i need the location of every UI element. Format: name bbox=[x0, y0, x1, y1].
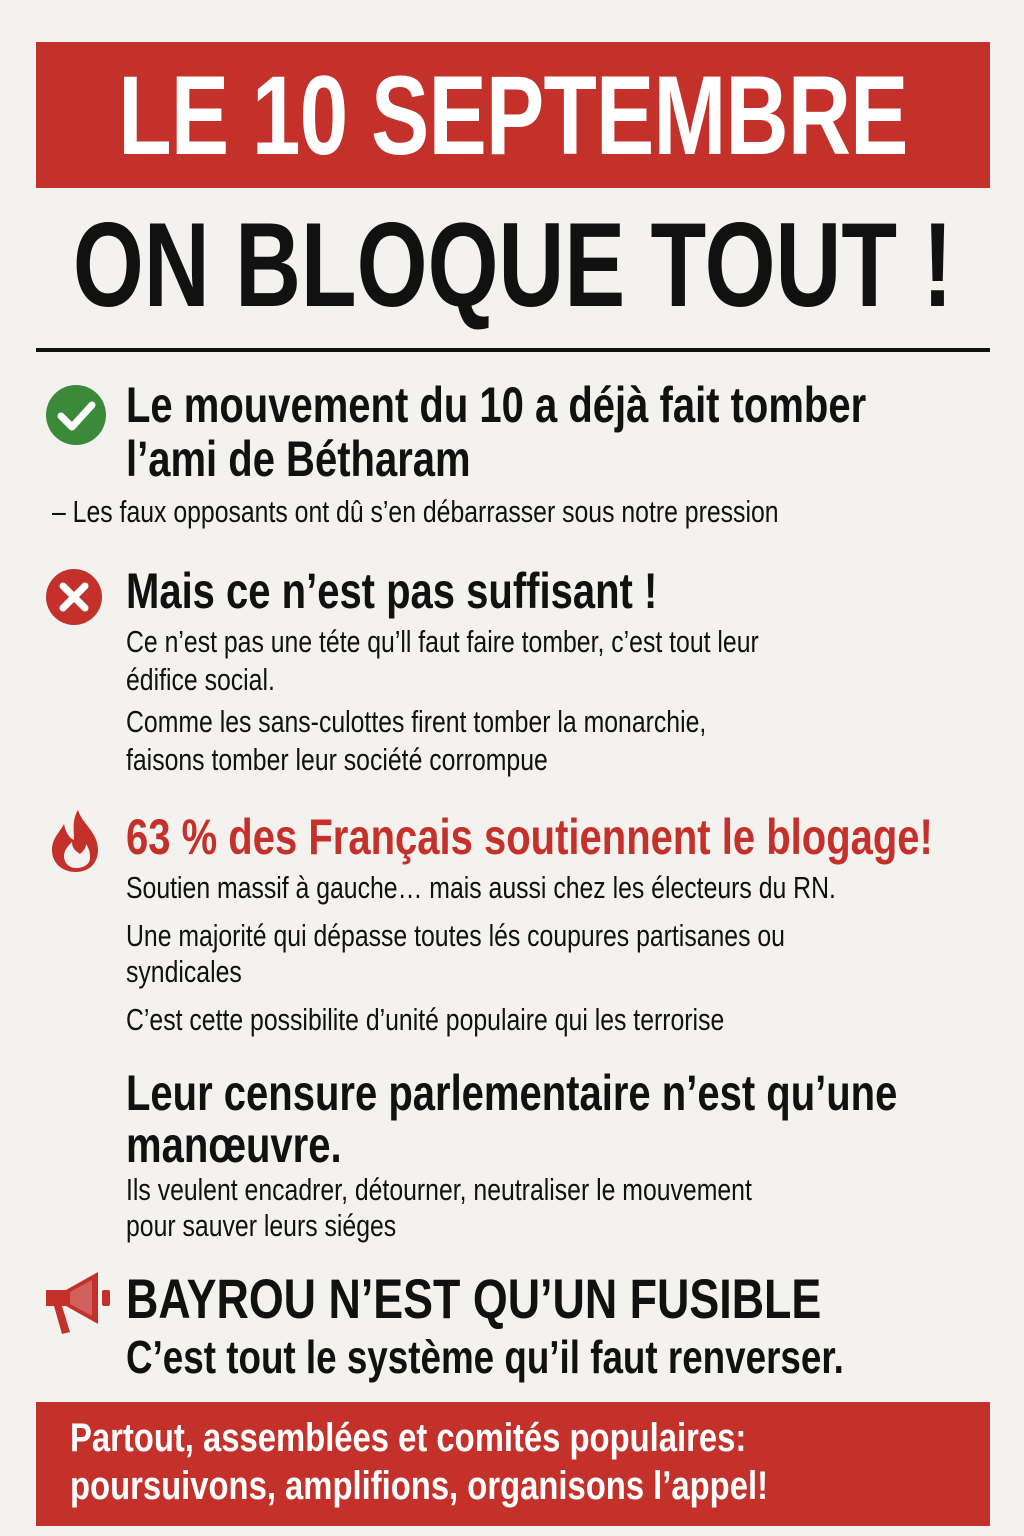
page-subtitle: ON BLOQUE TOUT ! bbox=[73, 198, 953, 332]
section3-body-line4: C’est cette possibilite d’unité populaire qui les terrorise bbox=[126, 1002, 725, 1037]
section5-heading: BAYROU N’EST QU’UN FUSIBLE bbox=[126, 1267, 822, 1330]
section1-heading-line1: Le mouvement du 10 a déjà fait tomber bbox=[126, 377, 867, 433]
section3-body-line2: Une majorité qui dépasse toutes lés coupures partisanes ou bbox=[126, 918, 785, 953]
title-banner bbox=[36, 42, 990, 188]
footer-line2: poursuivons, amplifions, organisons l’appel! bbox=[70, 1464, 768, 1508]
flame-icon bbox=[48, 808, 104, 874]
section4-heading-line2: manœuvre. bbox=[126, 1117, 342, 1173]
section3-heading: 63 % des Français soutiennent le blogage! bbox=[126, 809, 933, 865]
section3-body-line3: syndicales bbox=[126, 954, 242, 989]
section2-body-line3: Comme les sans-culottes firent tomber la monarchie, bbox=[126, 704, 707, 739]
section2-body-line2: édifice social. bbox=[126, 662, 275, 697]
footer-line1: Partout, assemblées et comités populaires: bbox=[70, 1416, 747, 1460]
section3-body-line1: Soutien massif à gauche… mais aussi chez les électeurs du RN. bbox=[126, 870, 836, 905]
section4-body-line1: Ils veulent encadrer, détourner, neutraliser le mouvement bbox=[126, 1172, 752, 1207]
section2-heading: Mais ce n’est pas suffisant ! bbox=[126, 563, 658, 619]
section4-heading-line1: Leur censure parlementaire n’est qu’une bbox=[126, 1065, 898, 1121]
megaphone-icon bbox=[40, 1268, 112, 1338]
divider bbox=[36, 348, 990, 352]
check-circle-icon bbox=[45, 384, 107, 446]
page-title: LE 10 SEPTEMBRE bbox=[118, 52, 908, 178]
footer-banner bbox=[36, 1402, 990, 1526]
section1-heading-line2: l’ami de Bétharam bbox=[126, 431, 471, 487]
subtitle-block bbox=[36, 200, 990, 330]
section5-subheading: C’est tout le système qu’il faut renverser. bbox=[126, 1331, 844, 1383]
section1-body-line1: – Les faux opposants ont dû s’en débarrasser sous notre pression bbox=[52, 494, 779, 529]
section2-body-line4: faisons tomber leur société corrompue bbox=[126, 742, 548, 777]
x-circle-icon bbox=[45, 568, 103, 626]
section4-body-line2: pour sauver leurs siéges bbox=[126, 1208, 397, 1243]
section2-body-line1: Ce n’est pas une téte qu’ll faut faire tomber, c’est tout leur bbox=[126, 624, 759, 659]
